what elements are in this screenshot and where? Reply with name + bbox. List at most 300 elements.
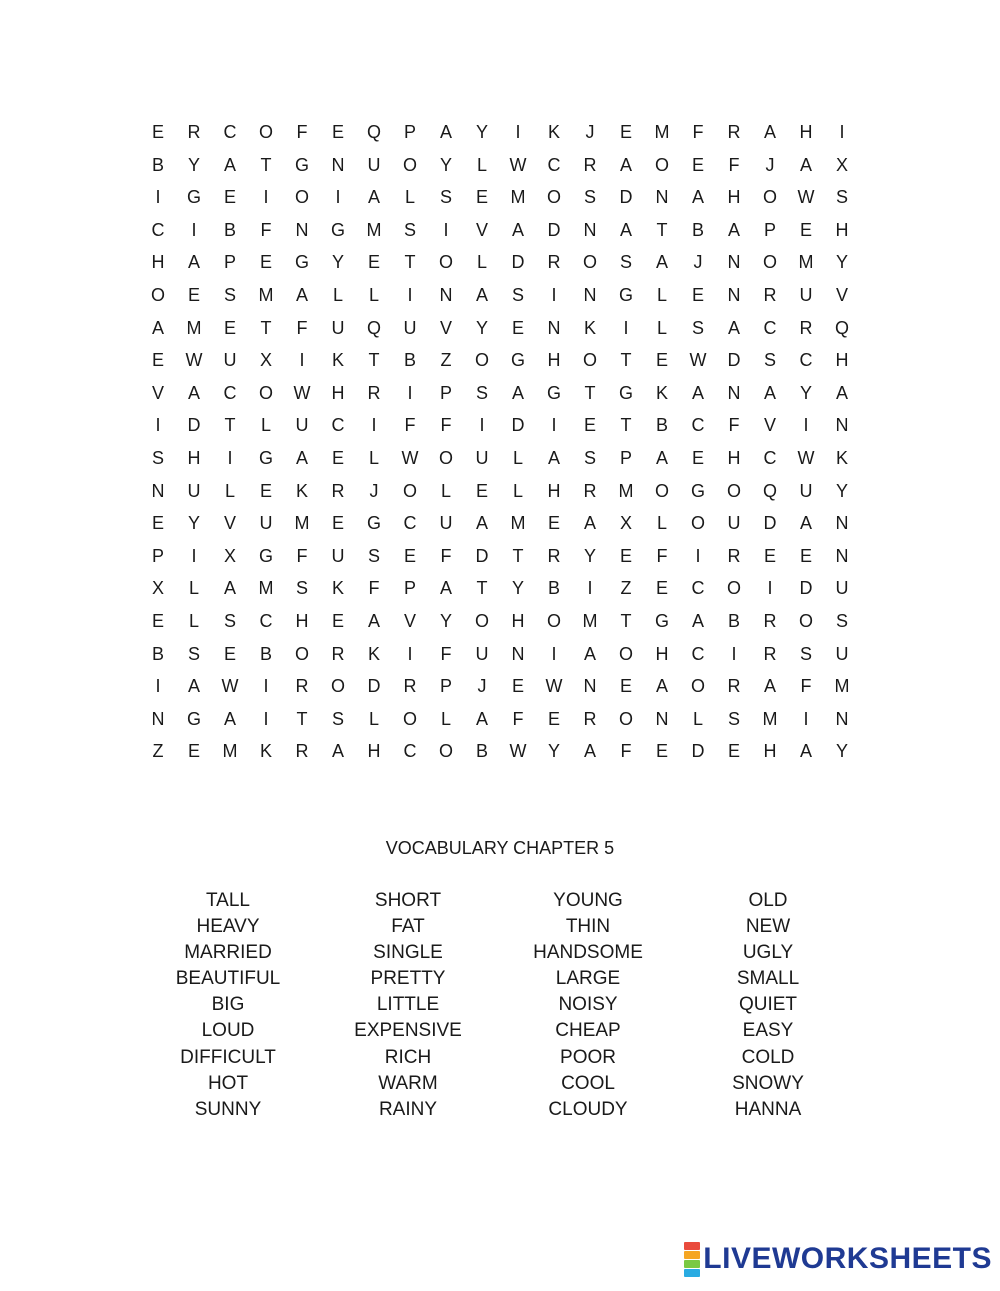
- grid-letter[interactable]: E: [151, 610, 164, 631]
- grid-letter[interactable]: S: [619, 252, 632, 273]
- grid-letter[interactable]: Z: [440, 350, 452, 371]
- grid-letter[interactable]: S: [727, 708, 740, 729]
- grid-letter[interactable]: E: [187, 741, 200, 762]
- grid-letter[interactable]: L: [188, 610, 199, 631]
- grid-letter[interactable]: B: [151, 643, 164, 664]
- grid-letter[interactable]: C: [403, 741, 417, 762]
- grid-letter[interactable]: D: [511, 415, 525, 436]
- grid-letter[interactable]: E: [151, 513, 164, 534]
- grid-letter[interactable]: S: [583, 447, 596, 468]
- grid-letter[interactable]: W: [221, 676, 239, 697]
- grid-letter[interactable]: U: [295, 415, 309, 436]
- grid-letter[interactable]: N: [835, 708, 849, 729]
- grid-letter[interactable]: Y: [475, 122, 488, 142]
- grid-letter[interactable]: Y: [475, 317, 488, 338]
- grid-letter[interactable]: S: [295, 578, 308, 599]
- grid-letter[interactable]: E: [763, 545, 776, 566]
- grid-letter[interactable]: F: [692, 122, 704, 142]
- grid-letter[interactable]: F: [404, 415, 416, 436]
- grid-letter[interactable]: U: [727, 513, 741, 534]
- grid-letter[interactable]: O: [654, 154, 669, 175]
- grid-letter[interactable]: O: [330, 676, 345, 697]
- grid-letter[interactable]: W: [509, 741, 527, 762]
- grid-letter[interactable]: I: [515, 122, 521, 142]
- grid-letter[interactable]: A: [655, 676, 668, 697]
- grid-letter[interactable]: C: [799, 350, 813, 371]
- grid-letter[interactable]: P: [403, 578, 416, 599]
- grid-letter[interactable]: E: [727, 741, 740, 762]
- grid-letter[interactable]: R: [727, 122, 741, 142]
- grid-letter[interactable]: M: [510, 187, 526, 208]
- grid-letter[interactable]: P: [223, 252, 236, 273]
- grid-letter[interactable]: M: [834, 676, 850, 697]
- grid-letter[interactable]: R: [403, 676, 417, 697]
- grid-letter[interactable]: E: [619, 545, 632, 566]
- grid-letter[interactable]: G: [546, 382, 561, 403]
- grid-letter[interactable]: C: [151, 219, 165, 240]
- grid-letter[interactable]: Y: [187, 154, 200, 175]
- grid-letter[interactable]: R: [295, 676, 309, 697]
- grid-letter[interactable]: Z: [620, 578, 632, 599]
- grid-letter[interactable]: T: [368, 350, 380, 371]
- grid-letter[interactable]: E: [475, 480, 488, 501]
- grid-letter[interactable]: A: [511, 382, 524, 403]
- grid-letter[interactable]: N: [727, 382, 741, 403]
- grid-letter[interactable]: F: [620, 741, 632, 762]
- grid-letter[interactable]: S: [403, 219, 416, 240]
- grid-letter[interactable]: W: [185, 350, 203, 371]
- grid-letter[interactable]: J: [477, 676, 487, 697]
- grid-letter[interactable]: O: [546, 187, 561, 208]
- grid-letter[interactable]: A: [367, 610, 380, 631]
- grid-letter[interactable]: W: [293, 382, 311, 403]
- grid-letter[interactable]: N: [727, 252, 741, 273]
- grid-letter[interactable]: W: [545, 676, 563, 697]
- grid-letter[interactable]: C: [763, 317, 777, 338]
- grid-letter[interactable]: G: [654, 610, 669, 631]
- grid-letter[interactable]: R: [763, 610, 777, 631]
- grid-letter[interactable]: K: [835, 447, 848, 468]
- grid-letter[interactable]: P: [151, 545, 164, 566]
- grid-letter[interactable]: D: [511, 252, 525, 273]
- grid-letter[interactable]: E: [151, 122, 164, 142]
- grid-letter[interactable]: L: [440, 480, 451, 501]
- grid-letter[interactable]: E: [223, 317, 236, 338]
- grid-letter[interactable]: G: [186, 708, 201, 729]
- grid-letter[interactable]: P: [439, 676, 452, 697]
- grid-letter[interactable]: I: [443, 219, 449, 240]
- grid-letter[interactable]: A: [475, 284, 488, 305]
- grid-letter[interactable]: F: [656, 545, 668, 566]
- grid-letter[interactable]: U: [439, 513, 453, 534]
- grid-letter[interactable]: C: [547, 154, 561, 175]
- grid-letter[interactable]: O: [474, 610, 489, 631]
- grid-letter[interactable]: O: [690, 513, 705, 534]
- grid-letter[interactable]: C: [691, 643, 705, 664]
- grid-letter[interactable]: O: [726, 578, 741, 599]
- grid-letter[interactable]: Y: [835, 252, 848, 273]
- grid-letter[interactable]: W: [797, 187, 815, 208]
- grid-letter[interactable]: Q: [366, 317, 381, 338]
- grid-letter[interactable]: K: [367, 643, 380, 664]
- grid-letter[interactable]: A: [583, 741, 596, 762]
- grid-letter[interactable]: X: [223, 545, 236, 566]
- grid-letter[interactable]: I: [191, 219, 197, 240]
- grid-letter[interactable]: G: [294, 154, 309, 175]
- grid-letter[interactable]: O: [618, 708, 633, 729]
- grid-letter[interactable]: A: [331, 741, 344, 762]
- grid-letter[interactable]: E: [655, 350, 668, 371]
- grid-letter[interactable]: U: [331, 317, 345, 338]
- grid-letter[interactable]: M: [366, 219, 382, 240]
- grid-letter[interactable]: O: [402, 480, 417, 501]
- grid-letter[interactable]: H: [295, 610, 309, 631]
- grid-letter[interactable]: B: [655, 415, 668, 436]
- grid-letter[interactable]: E: [223, 187, 236, 208]
- grid-letter[interactable]: V: [151, 382, 164, 403]
- grid-letter[interactable]: K: [259, 741, 272, 762]
- grid-letter[interactable]: E: [259, 252, 272, 273]
- grid-letter[interactable]: A: [727, 317, 740, 338]
- grid-letter[interactable]: L: [476, 154, 487, 175]
- grid-letter[interactable]: B: [151, 154, 164, 175]
- grid-letter[interactable]: F: [440, 415, 452, 436]
- grid-letter[interactable]: E: [223, 643, 236, 664]
- grid-letter[interactable]: I: [839, 122, 845, 142]
- grid-letter[interactable]: I: [299, 350, 305, 371]
- grid-letter[interactable]: F: [296, 317, 308, 338]
- grid-letter[interactable]: I: [335, 187, 341, 208]
- grid-letter[interactable]: J: [369, 480, 379, 501]
- grid-letter[interactable]: U: [403, 317, 417, 338]
- grid-letter[interactable]: A: [655, 447, 668, 468]
- grid-letter[interactable]: N: [583, 676, 597, 697]
- grid-letter[interactable]: G: [258, 447, 273, 468]
- grid-letter[interactable]: O: [762, 187, 777, 208]
- grid-letter[interactable]: L: [368, 284, 379, 305]
- grid-letter[interactable]: A: [799, 513, 812, 534]
- grid-letter[interactable]: F: [728, 154, 740, 175]
- grid-letter[interactable]: R: [331, 480, 345, 501]
- grid-letter[interactable]: O: [474, 350, 489, 371]
- grid-letter[interactable]: N: [439, 284, 453, 305]
- grid-letter[interactable]: H: [547, 480, 561, 501]
- grid-letter[interactable]: M: [186, 317, 202, 338]
- grid-letter[interactable]: N: [547, 317, 561, 338]
- grid-letter[interactable]: L: [512, 480, 523, 501]
- grid-letter[interactable]: H: [331, 382, 345, 403]
- grid-letter[interactable]: M: [222, 741, 238, 762]
- grid-letter[interactable]: X: [619, 513, 632, 534]
- grid-letter[interactable]: N: [151, 708, 165, 729]
- grid-letter[interactable]: M: [510, 513, 526, 534]
- grid-letter[interactable]: F: [440, 545, 452, 566]
- grid-letter[interactable]: I: [551, 415, 557, 436]
- grid-letter[interactable]: V: [223, 513, 236, 534]
- grid-letter[interactable]: E: [331, 513, 344, 534]
- grid-letter[interactable]: P: [403, 122, 416, 142]
- grid-letter[interactable]: H: [655, 643, 669, 664]
- grid-letter[interactable]: E: [511, 676, 524, 697]
- grid-letter[interactable]: A: [475, 513, 488, 534]
- grid-letter[interactable]: V: [475, 219, 488, 240]
- grid-letter[interactable]: A: [763, 122, 776, 142]
- grid-letter[interactable]: Y: [835, 741, 848, 762]
- grid-letter[interactable]: I: [227, 447, 233, 468]
- grid-letter[interactable]: R: [583, 480, 597, 501]
- grid-letter[interactable]: U: [475, 643, 489, 664]
- grid-letter[interactable]: K: [331, 350, 344, 371]
- grid-letter[interactable]: Q: [762, 480, 777, 501]
- grid-letter[interactable]: T: [512, 545, 524, 566]
- grid-letter[interactable]: I: [767, 578, 773, 599]
- grid-letter[interactable]: A: [691, 610, 704, 631]
- grid-letter[interactable]: I: [155, 415, 161, 436]
- grid-letter[interactable]: O: [258, 382, 273, 403]
- grid-letter[interactable]: I: [623, 317, 629, 338]
- grid-letter[interactable]: D: [187, 415, 201, 436]
- grid-letter[interactable]: I: [371, 415, 377, 436]
- grid-letter[interactable]: H: [367, 741, 381, 762]
- grid-letter[interactable]: O: [618, 643, 633, 664]
- grid-letter[interactable]: D: [727, 350, 741, 371]
- grid-letter[interactable]: H: [151, 252, 165, 273]
- grid-letter[interactable]: R: [547, 252, 561, 273]
- grid-letter[interactable]: T: [260, 317, 272, 338]
- grid-letter[interactable]: D: [367, 676, 381, 697]
- grid-letter[interactable]: Y: [583, 545, 596, 566]
- grid-letter[interactable]: U: [835, 643, 849, 664]
- grid-letter[interactable]: M: [582, 610, 598, 631]
- grid-letter[interactable]: R: [763, 284, 777, 305]
- grid-letter[interactable]: I: [551, 284, 557, 305]
- grid-letter[interactable]: G: [510, 350, 525, 371]
- grid-letter[interactable]: T: [620, 415, 632, 436]
- grid-letter[interactable]: U: [799, 480, 813, 501]
- grid-letter[interactable]: O: [438, 252, 453, 273]
- grid-letter[interactable]: A: [691, 382, 704, 403]
- grid-letter[interactable]: M: [258, 284, 274, 305]
- grid-letter[interactable]: W: [689, 350, 707, 371]
- grid-letter[interactable]: C: [223, 122, 237, 142]
- grid-letter[interactable]: F: [440, 643, 452, 664]
- grid-letter[interactable]: O: [762, 252, 777, 273]
- grid-letter[interactable]: V: [439, 317, 452, 338]
- grid-letter[interactable]: J: [765, 154, 775, 175]
- grid-letter[interactable]: I: [263, 187, 269, 208]
- grid-letter[interactable]: R: [187, 122, 201, 142]
- grid-letter[interactable]: H: [835, 350, 849, 371]
- grid-letter[interactable]: S: [151, 447, 164, 468]
- grid-letter[interactable]: Y: [511, 578, 524, 599]
- grid-letter[interactable]: E: [367, 252, 380, 273]
- grid-letter[interactable]: M: [798, 252, 814, 273]
- grid-letter[interactable]: A: [619, 219, 632, 240]
- grid-letter[interactable]: S: [331, 708, 344, 729]
- grid-letter[interactable]: T: [224, 415, 236, 436]
- grid-letter[interactable]: C: [223, 382, 237, 403]
- grid-letter[interactable]: A: [799, 154, 812, 175]
- grid-letter[interactable]: A: [583, 643, 596, 664]
- grid-letter[interactable]: N: [655, 708, 669, 729]
- grid-letter[interactable]: B: [403, 350, 416, 371]
- grid-letter[interactable]: H: [547, 350, 561, 371]
- grid-letter[interactable]: O: [258, 122, 273, 142]
- grid-letter[interactable]: C: [259, 610, 273, 631]
- grid-letter[interactable]: E: [331, 122, 344, 142]
- grid-letter[interactable]: E: [691, 154, 704, 175]
- grid-letter[interactable]: B: [547, 578, 560, 599]
- grid-letter[interactable]: C: [331, 415, 345, 436]
- grid-letter[interactable]: X: [259, 350, 272, 371]
- grid-letter[interactable]: H: [187, 447, 201, 468]
- grid-letter[interactable]: F: [296, 122, 308, 142]
- grid-letter[interactable]: I: [155, 187, 161, 208]
- grid-letter[interactable]: L: [224, 480, 235, 501]
- grid-letter[interactable]: L: [368, 708, 379, 729]
- grid-letter[interactable]: G: [618, 382, 633, 403]
- grid-letter[interactable]: K: [655, 382, 668, 403]
- grid-letter[interactable]: N: [835, 513, 849, 534]
- grid-letter[interactable]: O: [654, 480, 669, 501]
- grid-letter[interactable]: A: [799, 741, 812, 762]
- grid-letter[interactable]: T: [476, 578, 488, 599]
- grid-letter[interactable]: R: [727, 676, 741, 697]
- grid-letter[interactable]: T: [260, 154, 272, 175]
- grid-letter[interactable]: S: [763, 350, 776, 371]
- grid-letter[interactable]: E: [619, 676, 632, 697]
- grid-letter[interactable]: O: [438, 741, 453, 762]
- liveworksheets-logo[interactable]: [684, 1241, 992, 1277]
- grid-letter[interactable]: S: [223, 610, 236, 631]
- grid-letter[interactable]: E: [151, 350, 164, 371]
- grid-letter[interactable]: T: [620, 350, 632, 371]
- grid-letter[interactable]: H: [835, 219, 849, 240]
- grid-letter[interactable]: C: [403, 513, 417, 534]
- grid-letter[interactable]: R: [727, 545, 741, 566]
- grid-letter[interactable]: E: [655, 578, 668, 599]
- grid-letter[interactable]: L: [188, 578, 199, 599]
- grid-letter[interactable]: D: [475, 545, 489, 566]
- grid-letter[interactable]: M: [654, 122, 670, 142]
- grid-letter[interactable]: G: [690, 480, 705, 501]
- grid-letter[interactable]: O: [294, 643, 309, 664]
- grid-letter[interactable]: V: [763, 415, 776, 436]
- grid-letter[interactable]: F: [728, 415, 740, 436]
- grid-letter[interactable]: O: [438, 447, 453, 468]
- grid-letter[interactable]: I: [263, 708, 269, 729]
- grid-letter[interactable]: A: [187, 676, 200, 697]
- grid-letter[interactable]: N: [331, 154, 345, 175]
- grid-letter[interactable]: C: [763, 447, 777, 468]
- grid-letter[interactable]: Y: [331, 252, 344, 273]
- grid-letter[interactable]: S: [187, 643, 200, 664]
- grid-letter[interactable]: R: [547, 545, 561, 566]
- grid-letter[interactable]: T: [656, 219, 668, 240]
- grid-letter[interactable]: E: [331, 447, 344, 468]
- grid-letter[interactable]: I: [407, 284, 413, 305]
- grid-letter[interactable]: E: [691, 284, 704, 305]
- grid-letter[interactable]: O: [690, 676, 705, 697]
- grid-letter[interactable]: O: [402, 708, 417, 729]
- grid-letter[interactable]: A: [223, 154, 236, 175]
- grid-letter[interactable]: E: [259, 480, 272, 501]
- grid-letter[interactable]: N: [295, 219, 309, 240]
- grid-letter[interactable]: W: [401, 447, 419, 468]
- grid-letter[interactable]: A: [439, 122, 452, 142]
- grid-letter[interactable]: G: [366, 513, 381, 534]
- grid-letter[interactable]: O: [582, 252, 597, 273]
- grid-letter[interactable]: O: [150, 284, 165, 305]
- grid-letter[interactable]: I: [803, 708, 809, 729]
- grid-letter[interactable]: O: [294, 187, 309, 208]
- grid-letter[interactable]: A: [835, 382, 848, 403]
- grid-letter[interactable]: A: [511, 219, 524, 240]
- grid-letter[interactable]: A: [583, 513, 596, 534]
- grid-letter[interactable]: N: [835, 415, 849, 436]
- grid-letter[interactable]: U: [187, 480, 201, 501]
- grid-letter[interactable]: I: [695, 545, 701, 566]
- grid-letter[interactable]: S: [439, 187, 452, 208]
- grid-letter[interactable]: L: [656, 284, 667, 305]
- grid-letter[interactable]: R: [331, 643, 345, 664]
- grid-letter[interactable]: S: [223, 284, 236, 305]
- grid-letter[interactable]: L: [404, 187, 415, 208]
- grid-letter[interactable]: E: [331, 610, 344, 631]
- grid-letter[interactable]: F: [800, 676, 812, 697]
- grid-letter[interactable]: Y: [799, 382, 812, 403]
- grid-letter[interactable]: D: [763, 513, 777, 534]
- grid-letter[interactable]: S: [835, 187, 848, 208]
- grid-letter[interactable]: N: [151, 480, 165, 501]
- grid-letter[interactable]: I: [407, 643, 413, 664]
- grid-letter[interactable]: R: [583, 154, 597, 175]
- grid-letter[interactable]: Y: [439, 154, 452, 175]
- grid-letter[interactable]: P: [763, 219, 776, 240]
- grid-letter[interactable]: W: [797, 447, 815, 468]
- grid-letter[interactable]: A: [691, 187, 704, 208]
- grid-letter[interactable]: Z: [152, 741, 164, 762]
- grid-letter[interactable]: I: [551, 643, 557, 664]
- grid-letter[interactable]: E: [799, 545, 812, 566]
- grid-letter[interactable]: Y: [439, 610, 452, 631]
- grid-letter[interactable]: P: [439, 382, 452, 403]
- grid-letter[interactable]: A: [727, 219, 740, 240]
- grid-letter[interactable]: B: [691, 219, 704, 240]
- grid-letter[interactable]: A: [763, 382, 776, 403]
- grid-letter[interactable]: N: [655, 187, 669, 208]
- grid-letter[interactable]: J: [693, 252, 703, 273]
- grid-letter[interactable]: N: [727, 284, 741, 305]
- grid-letter[interactable]: G: [186, 187, 201, 208]
- grid-letter[interactable]: U: [367, 154, 381, 175]
- grid-letter[interactable]: S: [367, 545, 380, 566]
- grid-letter[interactable]: B: [475, 741, 488, 762]
- grid-letter[interactable]: D: [799, 578, 813, 599]
- grid-letter[interactable]: I: [191, 545, 197, 566]
- grid-letter[interactable]: D: [619, 187, 633, 208]
- grid-letter[interactable]: C: [691, 415, 705, 436]
- grid-letter[interactable]: X: [835, 154, 848, 175]
- grid-letter[interactable]: A: [223, 708, 236, 729]
- grid-letter[interactable]: T: [620, 610, 632, 631]
- grid-letter[interactable]: Q: [366, 122, 381, 142]
- grid-letter[interactable]: T: [584, 382, 596, 403]
- grid-letter[interactable]: S: [835, 610, 848, 631]
- grid-letter[interactable]: G: [294, 252, 309, 273]
- grid-letter[interactable]: T: [404, 252, 416, 273]
- grid-letter[interactable]: K: [583, 317, 596, 338]
